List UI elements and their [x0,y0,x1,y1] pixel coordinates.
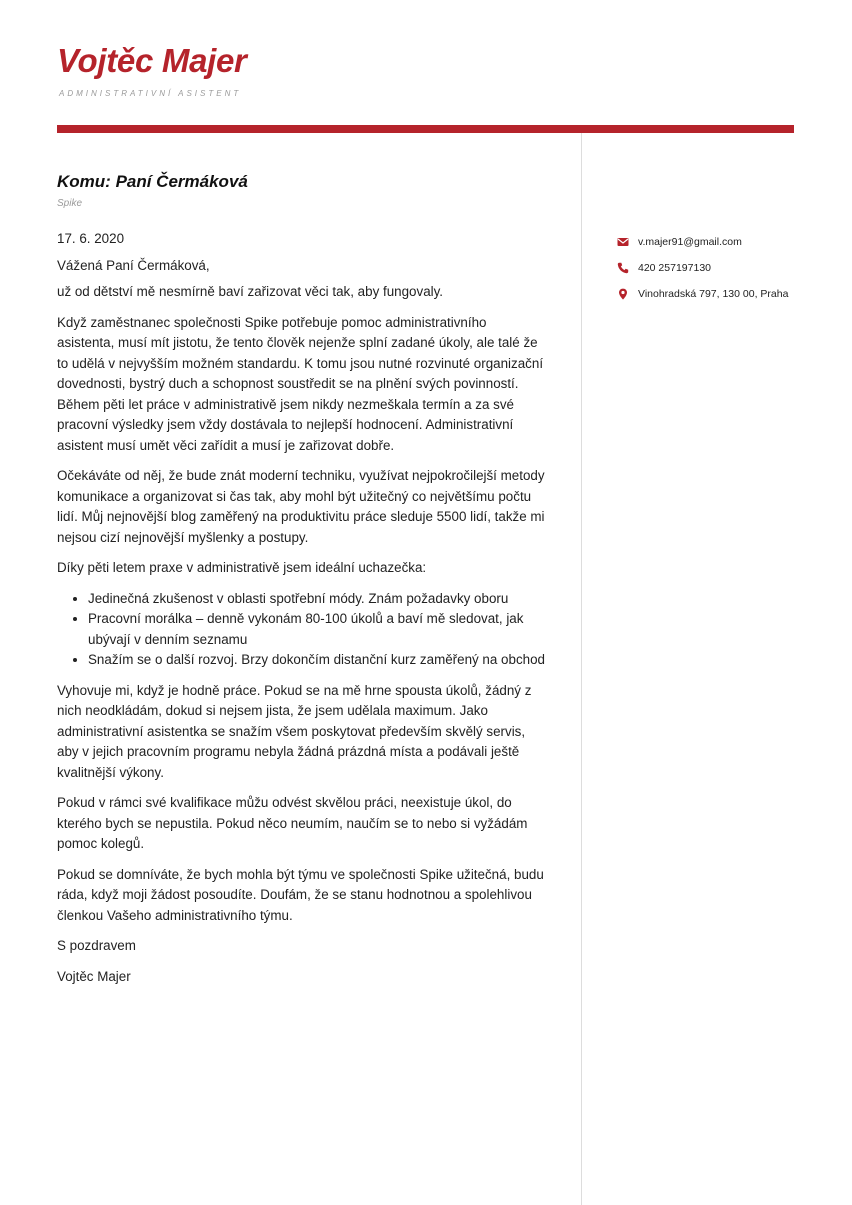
header-accent-bar [57,125,794,133]
list-item: • Snažím se o další rozvoj. Brzy dokončím distanční kurz zaměřený na obchod [88,650,545,671]
recipient-heading [57,172,248,192]
envelope-icon [617,236,629,248]
contact-email-text[interactable]: v.majer91@gmail.com [638,236,742,248]
letter-salutation: Vážená Paní Čermáková, [57,257,210,273]
contact-phone-text: 420 257197130 [638,262,711,274]
contact-address [617,281,817,307]
candidate-name: Vojtěc Majer [57,42,247,79]
contact-panel [617,229,817,307]
recipient-separator: : [105,172,116,191]
list-item: • Jedinečná zkušenost v oblasti spotřební módy. Znám požadavky oboru [88,589,545,610]
letter-paragraph: Pokud se domníváte, že bych mohla být týmu ve společnosti Spike užitečná, budu ráda, když moji žádost posoudíte. Doufám, že se stanu hodnotnou a spolehlivou členkou Vašeho administrativního týmu. [57,866,544,923]
column-divider [581,133,582,1205]
contact-address-text: Vinohradská 797, 130 00, Praha [638,288,789,300]
qualifications-list [57,589,545,671]
recipient-name: Paní Čermáková [115,172,248,191]
letter-paragraph: Vyhovuje mi, když je hodně práce. Pokud se na mě hrne spousta úkolů, žádný z nich neodkládám, dokud si nejsem jista, že jsem udělala maximum. Jako administrativní asistentka se snažím všem poskytovat především skvělý servis, aby v jejich pracovním programu nebyla žádná prázdná místa a podávali ještě kvalitnější výkony. [57,682,532,780]
location-pin-icon [617,288,629,300]
letter-date: 17. 6. 2020 [57,231,125,246]
recipient-company: Spike [57,198,83,209]
letter-paragraph: Očekáváte od něj, že bude znát moderní techniku, využívat nejpokročilejší metody komunikace a organizovat si čas tak, aby mohl být užitečný co největšímu počtu lidí. Můj nejnovější blog zaměřený na produktivitu práce sleduje 5500 lidí, takže mi nejsou cizí nejnovější myšlenky a postupy. [57,468,545,545]
letter-body [57,229,545,997]
letter-paragraph: Pokud v rámci své kvalifikace můžu odvést skvělou práci, neexistuje úkol, do kterého bych se nepustila. Pokud něco neumím, naučím se to nebo si vyžádám pomoc kolegů. [57,795,528,851]
letter-signature: Vojtěc Majer [57,968,131,984]
letter-paragraph: Díky pěti letem praxe v administrativě jsem ideální uchazečka: [57,560,427,575]
recipient-label: Komu [57,172,106,191]
contact-phone[interactable] [617,255,817,281]
letter-paragraph: už od dětství mě nesmírně baví zařizovat věci tak, aby fungovaly. [57,284,444,299]
letter-signoff: S pozdravem [57,938,136,953]
list-item: • Pracovní morálka – denně vykonám 80-100 úkolů a baví mě sledovat, jak ubývají v denním seznamu [88,609,545,650]
contact-email[interactable] [617,229,817,255]
phone-icon [617,262,629,274]
letter-paragraph: Když zaměstnanec společnosti Spike potřebuje pomoc administrativního asistenta, musí mít jistotu, že tento člověk nejenže splní zadané úkoly, ale talé že to udělá v nejvyšším možném standardu. K tomu jsou nutné rozvinuté organizační dovednosti, bystrý duch a schopnost soustředit se na plnění svých povinností. Během pěti let práce v administrativě jsem nikdy nezmeškala termín a za své pracovní výsledky jsem vždy dostávala to nejlepší hodnocení. Administrativní asistent musí umět věci zařídit a musí je zařizovat dobře. [57,314,544,453]
job-title: ADMINISTRATIVNÍ ASISTENT [59,89,242,98]
